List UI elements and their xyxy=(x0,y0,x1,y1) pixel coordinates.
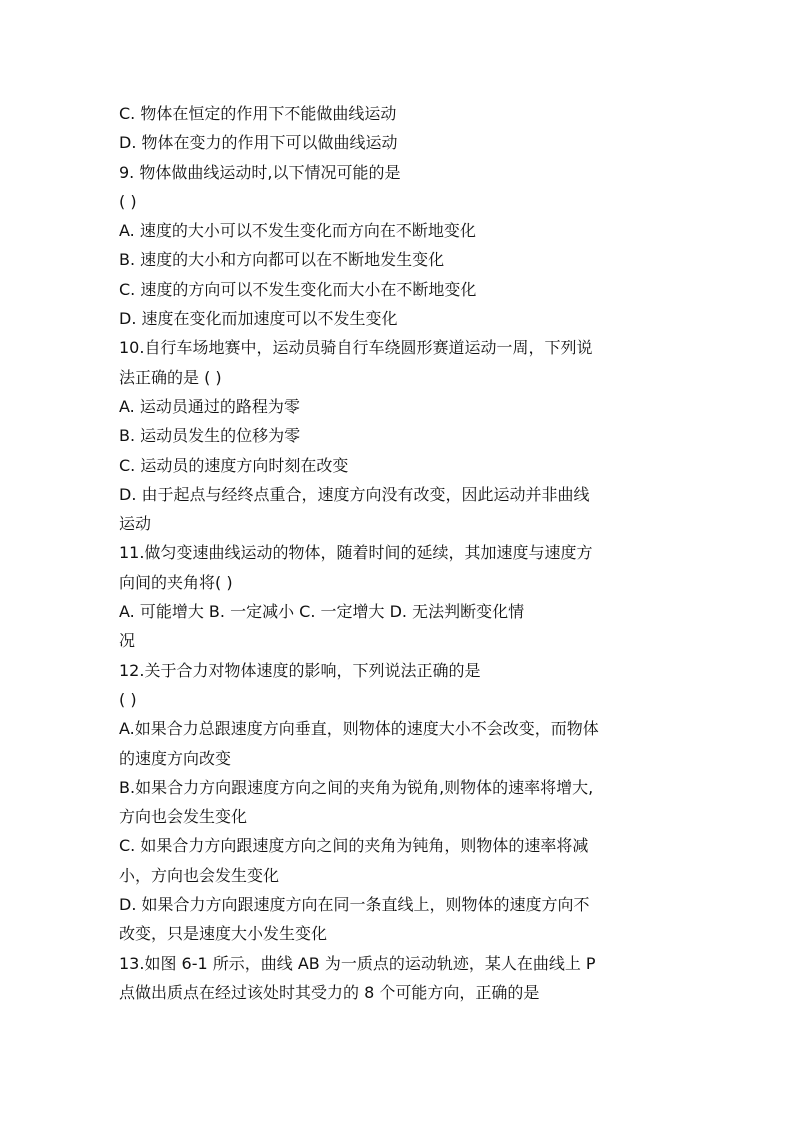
text-line: A. 可能增大 B. 一定减小 C. 一定增大 D. 无法判断变化情 xyxy=(119,602,525,622)
text-line: B. 速度的大小和方向都可以在不断地发生变化 xyxy=(119,250,445,270)
text-line: A. 速度的大小可以不发生变化而方向在不断地变化 xyxy=(119,221,476,241)
text-line: ( ) xyxy=(119,191,137,211)
text-line: 13.如图 6-1 所示，曲线 AB 为一质点的运动轨迹，某人在曲线上 P xyxy=(119,953,596,973)
text-line: C. 如果合力方向跟速度方向之间的夹角为钝角，则物体的速率将减 xyxy=(119,836,589,856)
text-line: 小，方向也会发生变化 xyxy=(119,865,280,885)
text-line: C. 速度的方向可以不发生变化而大小在不断地变化 xyxy=(119,279,477,299)
text-line: C. 运动员的速度方向时刻在改变 xyxy=(119,455,349,475)
text-line: 法正确的是 ( ) xyxy=(119,367,222,387)
text-line: D. 速度在变化而加速度可以不发生变化 xyxy=(119,309,398,329)
text-line: 方向也会发生变化 xyxy=(119,807,248,827)
text-line: 向间的夹角将( ) xyxy=(119,572,233,592)
text-line: A. 运动员通过的路程为零 xyxy=(119,396,300,416)
text-line: 运动 xyxy=(119,514,152,534)
text-line: ( ) xyxy=(119,689,137,709)
text-line: 点做出质点在经过该处时其受力的 8 个可能方向，正确的是 xyxy=(119,982,540,1002)
text-line: D. 物体在变力的作用下可以做曲线运动 xyxy=(119,133,398,153)
text-line: D. 由于起点与经终点重合，速度方向没有改变，因此运动并非曲线 xyxy=(119,484,590,504)
text-line: C. 物体在恒定的作用下不能做曲线运动 xyxy=(119,104,397,123)
text-line: 11.做匀变速曲线运动的物体，随着时间的延续，其加速度与速度方 xyxy=(119,543,593,563)
question-text-body xyxy=(119,99,679,1007)
text-line: 9. 物体做曲线运动时,以下情况可能的是 xyxy=(119,162,401,182)
text-line: 况 xyxy=(119,631,136,651)
text-line: 改变，只是速度大小发生变化 xyxy=(119,924,328,944)
text-line: A.如果合力总跟速度方向垂直，则物体的速度大小不会改变，而物体 xyxy=(119,719,599,739)
text-line: B.如果合力方向跟速度方向之间的夹角为锐角,则物体的速率将增大, xyxy=(119,777,594,797)
text-line: 10.自行车场地赛中，运动员骑自行车绕圆形赛道运动一周，下列说 xyxy=(119,338,593,358)
text-line: 的速度方向改变 xyxy=(119,748,232,768)
text-line: B. 运动员发生的位移为零 xyxy=(119,426,301,446)
text-line: 12.关于合力对物体速度的影响，下列说法正确的是 xyxy=(119,660,481,680)
text-line: D. 如果合力方向跟速度方向在同一条直线上，则物体的速度方向不 xyxy=(119,895,590,915)
